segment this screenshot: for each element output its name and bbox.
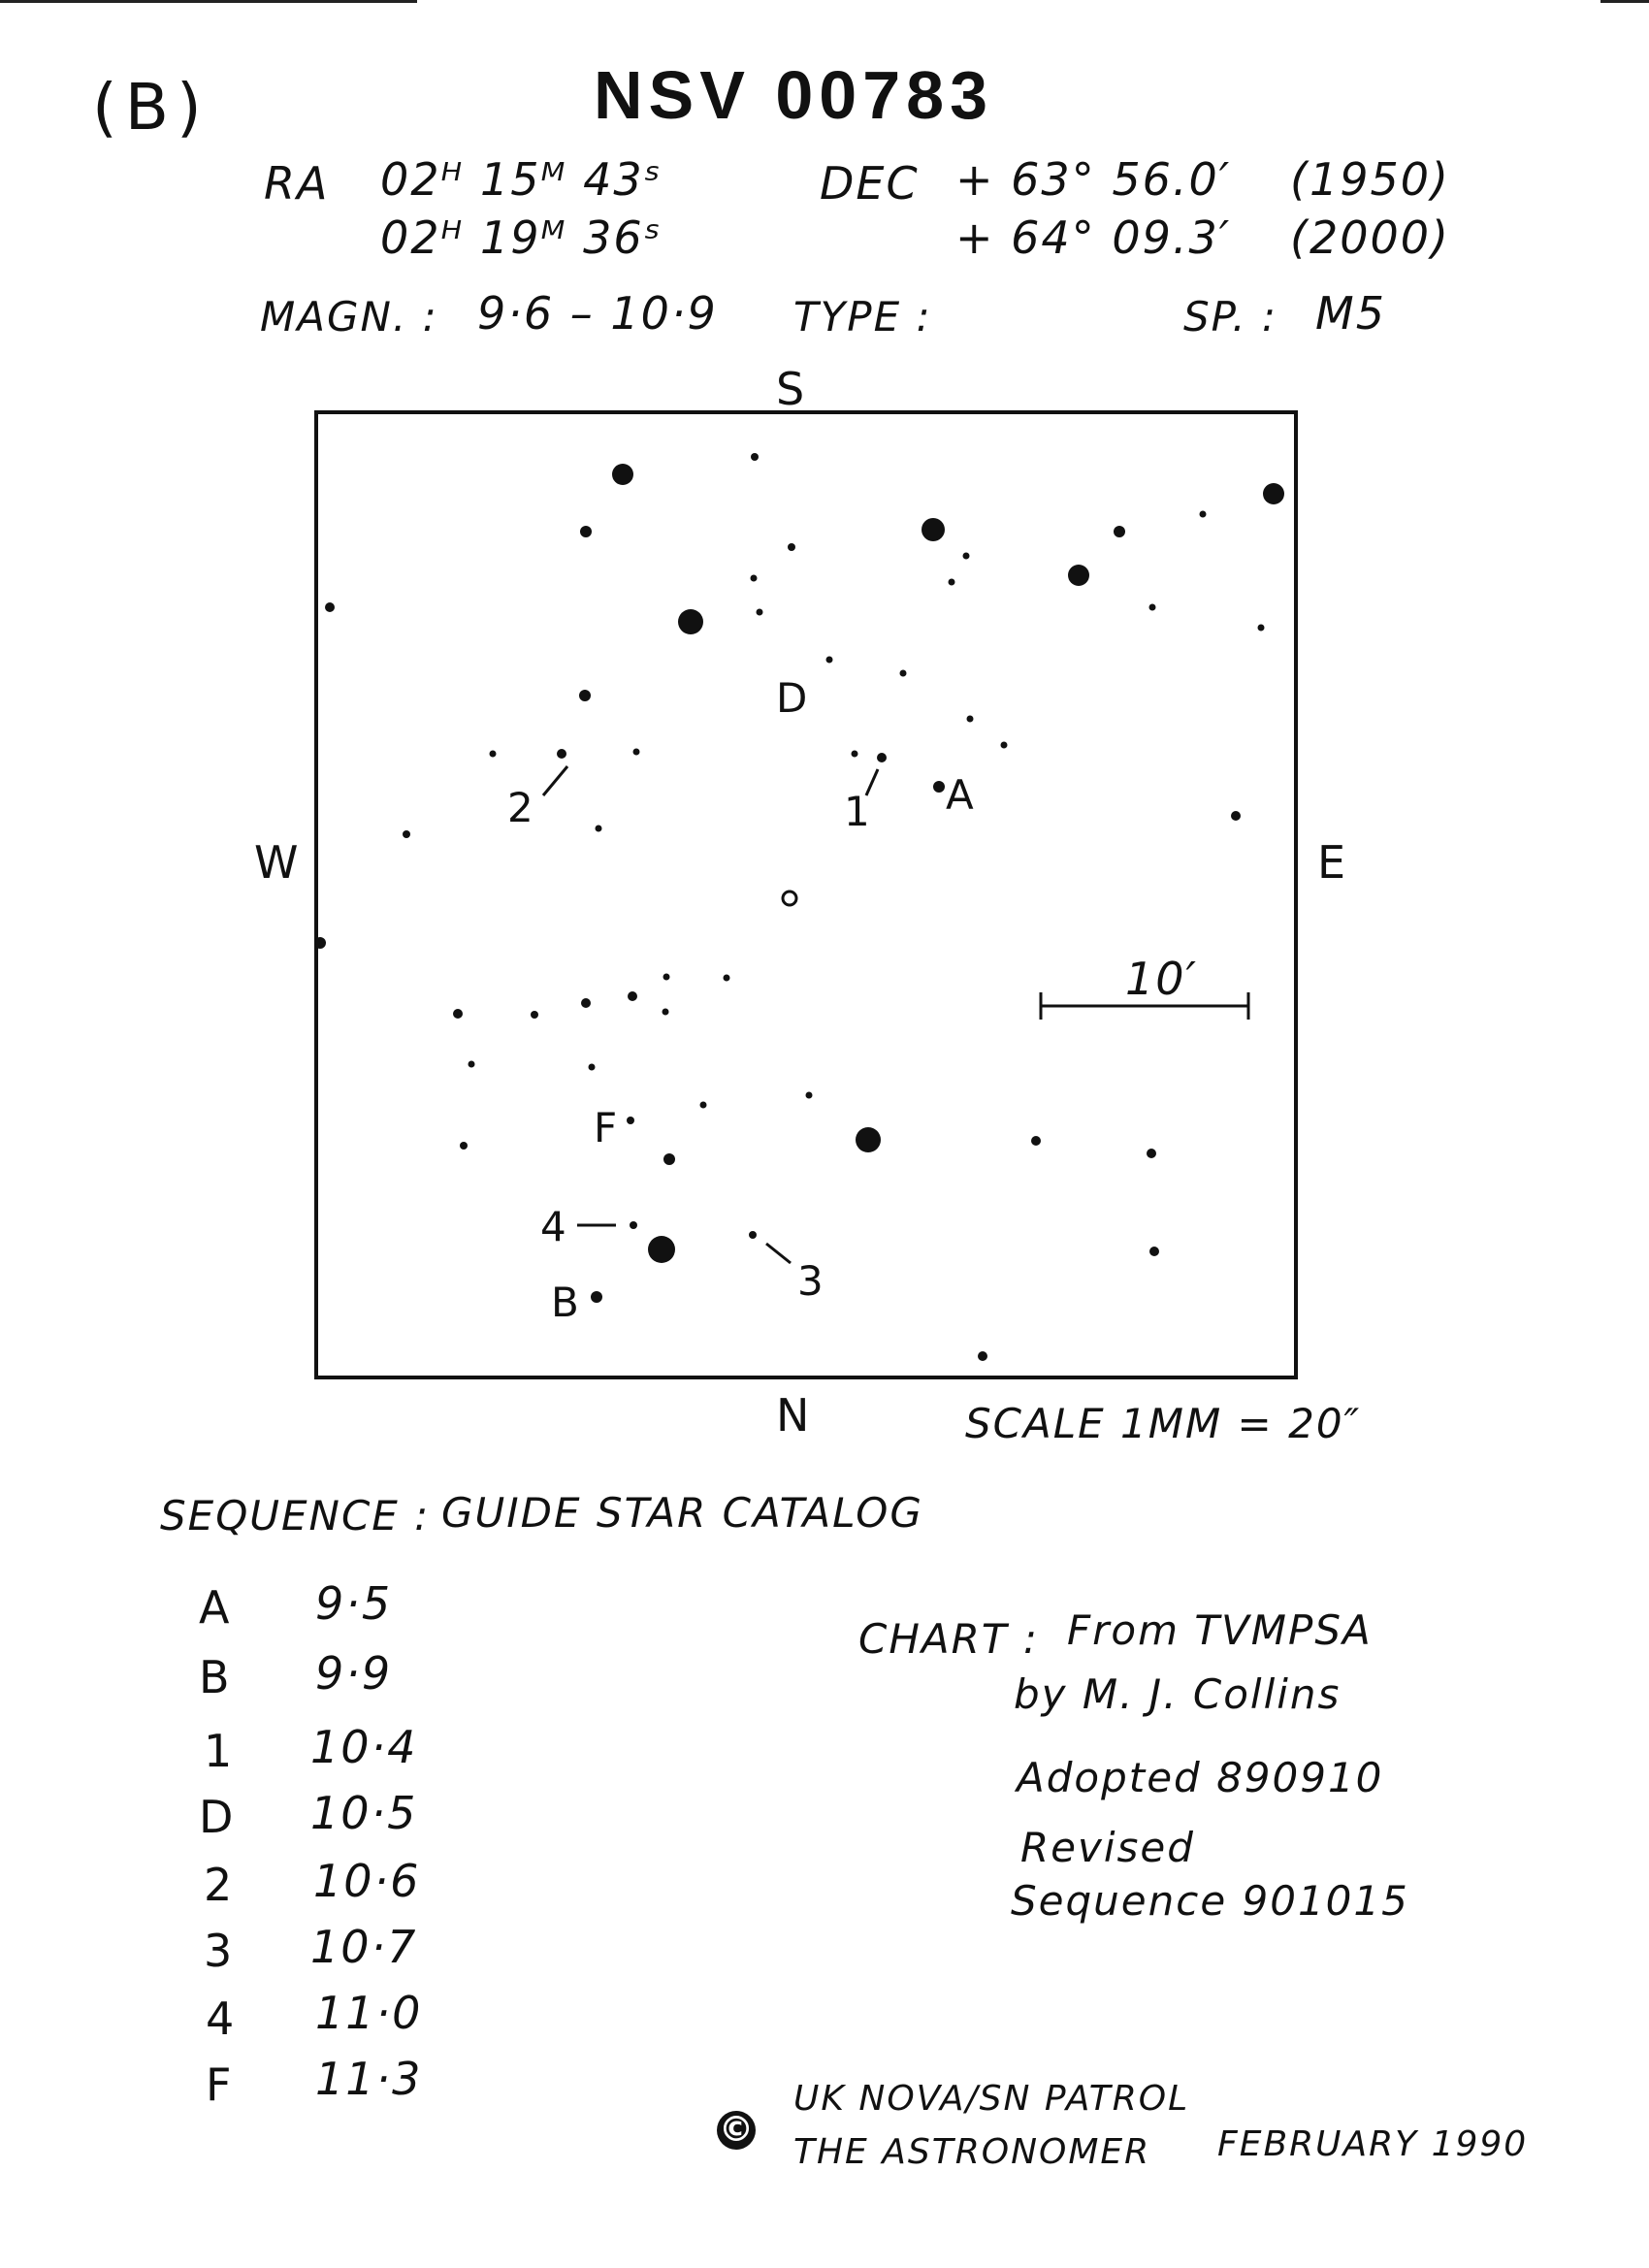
leader-line-3 [766,1244,791,1263]
type-label: TYPE : [793,293,932,340]
star [1149,1247,1159,1256]
star [1031,1136,1041,1146]
epoch-1950: (1950) [1290,153,1450,206]
page-title: NSV 00783 [594,57,994,133]
star [490,751,497,758]
star [630,1221,637,1229]
chart-scale: SCALE 1MM = 20″ [965,1400,1362,1447]
star [826,657,833,664]
ra-label: RA [264,157,330,210]
direction-east: E [1317,836,1348,889]
chart-author: by M. J. Collins [1014,1670,1342,1718]
spectral-label: SP. : [1183,293,1278,340]
chart-revised: Revised [1020,1824,1195,1871]
star [591,1291,602,1303]
star [1200,511,1207,518]
star [469,1061,475,1068]
direction-north: N [776,1389,812,1442]
sequence-star: 1 [204,1725,235,1777]
star-label-b: B [551,1279,581,1326]
star [1258,625,1265,632]
sequence-magnitude: 10·7 [310,1921,418,1973]
star-label-f: F [594,1104,620,1151]
star [806,1092,813,1099]
chart-adopted: Adopted 890910 [1017,1754,1384,1801]
star [627,1117,634,1124]
star-label-3: 3 [797,1257,825,1305]
star [933,781,945,793]
direction-south: S [776,363,807,415]
star [314,937,326,949]
star [852,751,858,758]
magnitude-label: MAGN. : [260,293,438,340]
star [453,1009,463,1019]
chart-label: (B) [92,70,210,145]
footer-date: FEBRUARY 1990 [1217,2124,1529,2164]
footer-publication: THE ASTRONOMER [793,2132,1151,2172]
star [1147,1149,1156,1158]
star [460,1142,468,1150]
star [922,518,945,541]
star [581,998,591,1008]
star [579,690,591,701]
star-label-4: 4 [540,1203,568,1250]
direction-west: W [254,836,301,889]
sequence-star: A [199,1581,232,1634]
star [751,575,758,582]
sequence-magnitude: 10·4 [310,1721,418,1773]
star [949,579,955,586]
star [757,609,763,616]
sequence-star: F [206,2058,234,2111]
star [1149,604,1156,611]
chart-frame [316,412,1296,1377]
spectral-type: M5 [1315,287,1386,340]
star [788,543,795,551]
star [596,826,602,832]
star [663,1009,669,1016]
star [978,1351,987,1361]
sequence-star: D [199,1791,236,1843]
dec-1950: + 63° 56.0′ [955,153,1232,206]
dec-label: DEC [820,157,920,210]
sequence-source: GUIDE STAR CATALOG [441,1489,923,1537]
star [628,991,637,1001]
ra-2000: 02ᴴ 19ᴹ 36ˢ [380,211,663,264]
star [580,526,592,537]
star-label-a: A [946,771,976,819]
star [1231,811,1241,821]
star [531,1011,538,1019]
chart-source-label: CHART : [858,1615,1039,1663]
star-label-2: 2 [507,784,535,831]
sequence-star: B [199,1651,232,1703]
star-label-1: 1 [844,788,872,835]
star [557,749,566,759]
star [678,609,703,634]
star [724,975,730,982]
leader-line-2 [543,766,567,795]
star [900,670,907,677]
star [1001,742,1008,749]
sequence-magnitude: 9·9 [315,1647,393,1700]
sequence-star: 2 [204,1859,235,1911]
chart-revised-sequence: Sequence 901015 [1011,1877,1409,1925]
star [325,602,335,612]
sequence-magnitude: 10·5 [310,1787,418,1839]
star [877,753,887,762]
chart-center-target [783,891,796,905]
star [403,830,410,838]
chart-source: From TVMPSA [1067,1606,1373,1654]
dec-2000: + 64° 09.3′ [955,211,1232,264]
star [648,1236,675,1263]
star [856,1127,881,1152]
sequence-magnitude: 10·6 [313,1855,421,1907]
star-label-d: D [776,674,810,722]
ra-1950: 02ᴴ 15ᴹ 43ˢ [380,153,663,206]
sequence-magnitude: 11·0 [315,1987,423,2039]
star [700,1102,707,1109]
star [1068,565,1089,586]
sequence-label: SEQUENCE : [160,1492,431,1539]
star [1114,526,1125,537]
scale-bar-label: 10′ [1125,953,1198,1005]
star [967,716,974,723]
star [589,1064,596,1071]
star [963,553,970,560]
footer-patrol: UK NOVA/SN PATROL [793,2079,1190,2119]
star [663,1153,675,1165]
copyright-symbol: © [719,2110,754,2150]
epoch-2000: (2000) [1290,211,1450,264]
star [663,974,670,981]
sequence-magnitude: 11·3 [315,2053,423,2105]
star [749,1231,757,1239]
magnitude-range: 9·6 – 10·9 [477,287,718,340]
sequence-magnitude: 9·5 [315,1577,393,1630]
sequence-star: 4 [206,1993,237,2045]
star [751,453,759,461]
star [1263,483,1284,504]
star [612,464,633,485]
star [633,749,640,756]
sequence-star: 3 [204,1925,235,1977]
